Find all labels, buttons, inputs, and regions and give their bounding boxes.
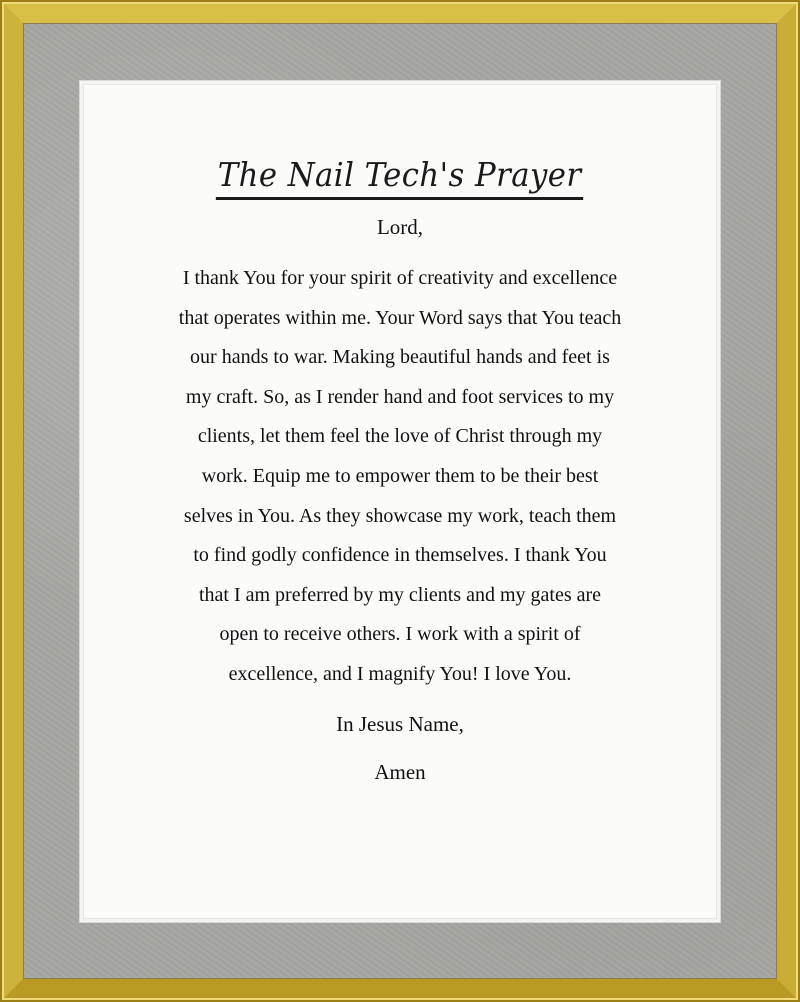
prayer-amen: Amen bbox=[374, 759, 426, 784]
prayer-title: The Nail Tech's Prayer bbox=[216, 156, 584, 200]
prayer-line: to find godly confidence in themselves. I thank You bbox=[193, 544, 607, 567]
prayer-line: my craft. So, as I render hand and foot services to my bbox=[185, 385, 615, 408]
prayer-line: our hands to war. Making beautiful hands and feet is bbox=[190, 346, 610, 369]
prayer-line: I thank You for your spirit of creativity and excellence bbox=[182, 267, 618, 289]
prayer-greeting: Lord, bbox=[376, 215, 424, 239]
prayer-line: selves in You. As they showcase my work, teach them bbox=[183, 504, 617, 527]
prayer-body bbox=[135, 259, 665, 695]
prayer-content bbox=[83, 156, 717, 785]
prayer-closing: In Jesus Name, bbox=[336, 711, 464, 736]
prayer-card bbox=[80, 81, 720, 922]
prayer-line: excellence, and I magnify You! I love You. bbox=[228, 662, 572, 685]
prayer-line: work. Equip me to empower them to be their best bbox=[201, 464, 599, 487]
prayer-line: clients, let them feel the love of Christ through my bbox=[197, 425, 603, 448]
prayer-line: that I am preferred by my clients and my gates are bbox=[198, 583, 602, 606]
prayer-line: that operates within me. Your Word says that You teach bbox=[178, 306, 622, 329]
prayer-line: open to receive others. I work with a spirit of bbox=[219, 623, 581, 646]
